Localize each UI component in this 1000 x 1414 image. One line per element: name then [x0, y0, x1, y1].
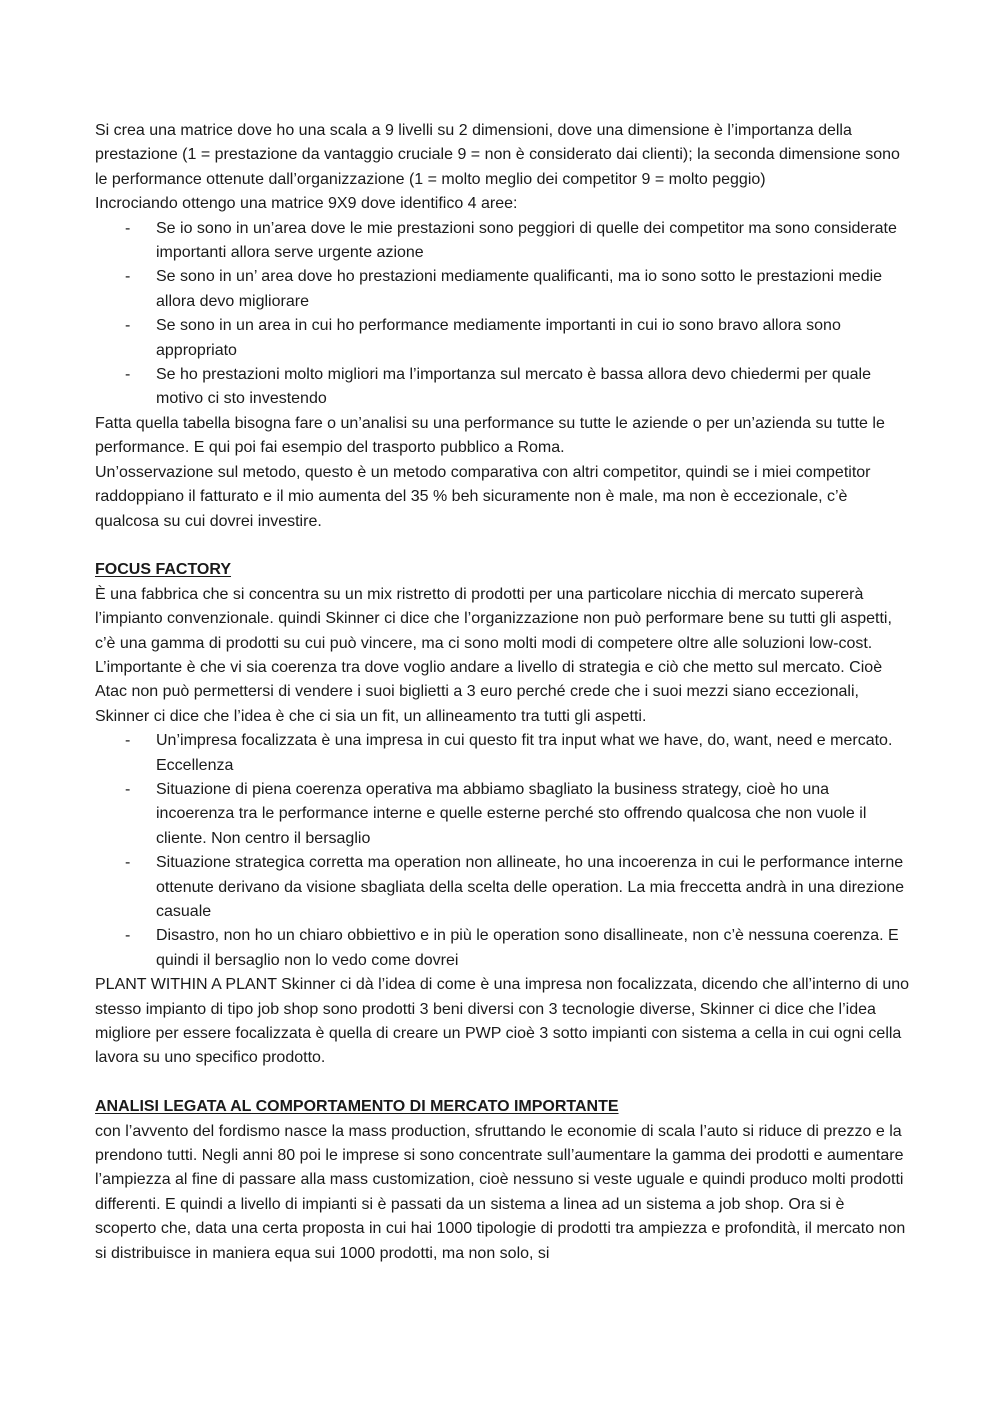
- list-item: - Se io sono in un’area dove le mie prestazioni sono peggiori di quelle dei competitor ma sono considerate importanti allora serve urgente azione: [156, 217, 910, 266]
- list-item: - Situazione strategica corretta ma operation non allineate, ho una incoerenza in cui le performance interne ottenute derivano da visione sbagliata della scelta delle operation. La mia freccetta andrà in una direzione casuale: [156, 851, 910, 924]
- spacer: [95, 534, 910, 558]
- paragraph-focus-factory-definition: È una fabbrica che si concentra su un mix ristretto di prodotti per una particolare nicchia di mercato supererà l’impianto convenzionale. quindi Skinner ci dice che l’organizzazione non può performare bene su tutti gli aspetti, c’è una gamma di prodotti su cui può vincere, ma ci sono molti modi di competere oltre alle soluzioni low-cost.: [95, 585, 892, 652]
- paragraph-strategy-coherence: L’importante è che vi sia coerenza tra dove voglio andare a livello di strategia e ciò che metto sul mercato. Cioè Atac non può permettersi di vendere i suoi biglietti a 3 euro perché crede che i suoi mezzi siano eccezionali,: [95, 658, 883, 701]
- list-item: - Se sono in un’ area dove ho prestazioni mediamente qualificanti, ma io sono sotto le prestazioni medie allora devo migliorare: [156, 265, 910, 314]
- paragraph-skinner-fit: Skinner ci dice che l’idea è che ci sia un fit, un allineamento tra tutti gli aspetti.: [95, 707, 647, 725]
- list-item: - Disastro, non ho un chiaro obbiettivo e in più le operation sono disallineate, non c’è nessuna coerenza. E quindi il bersaglio non lo vedo come dovrei: [156, 924, 910, 973]
- matrix-areas-list: [95, 217, 910, 412]
- list-item: - Se ho prestazioni molto migliori ma l’importanza sul mercato è bassa allora devo chiedermi per quale motivo ci sto investendo: [156, 363, 910, 412]
- document-page: [95, 119, 910, 1266]
- list-item: - Un’impresa focalizzata è una impresa in cui questo fit tra input what we have, do, want, need e mercato. Eccellenza: [156, 729, 910, 778]
- fit-situations-list: [95, 729, 910, 973]
- paragraph-table-analysis: Fatta quella tabella bisogna fare o un’analisi su una performance su tutte le aziende o per un’azienda su tutte le performance. E qui poi fai esempio del trasporto pubblico a Roma.: [95, 414, 885, 457]
- section-heading-market-analysis: ANALISI LEGATA AL COMPORTAMENTO DI MERCATO IMPORTANTE: [95, 1098, 619, 1116]
- paragraph-mass-production: con l’avvento del fordismo nasce la mass production, sfruttando le economie di scala l’auto si riduce di prezzo e la prendono tutti. Negli anni 80 poi le imprese si sono concentrate sull’aumentare la gamma dei prodotti e aumentare l’ampiezza al fine di passare alla mass customization, cioè nessuno si veste uguale e quindi produco molti prodotti differenti. E quindi a livello di impianti si è passati da un sistema a linea ad un sistema a job shop. Ora si è scoperto che, data una certa proposta in cui hai 1000 tipologie di prodotti tra ampiezza e profondità, il mercato non si distribuisce in maniera equa sui 1000 prodotti, ma non solo, si: [95, 1122, 906, 1262]
- list-item: - Se sono in un area in cui ho performance mediamente importanti in cui io sono bravo allora sono appropriato: [156, 314, 910, 363]
- paragraph-matrix-intro: Si crea una matrice dove ho una scala a 9 livelli su 2 dimensioni, dove una dimensione è l’importanza della prestazione (1 = prestazione da vantaggio cruciale 9 = non è considerato dai clienti); la seconda dimensione sono le performance ottenute dall’organizzazione (1 = molto meglio dei competitor 9 = molto peggio): [95, 122, 900, 188]
- paragraph-method-observation: Un’osservazione sul metodo, questo è un metodo comparativa con altri competitor, quindi se i miei competitor raddoppiano il fatturato e il mio aumenta del 35 % beh sicuramente non è male, ma non è eccezionale, c’è qualcosa su cui dovrei investire.: [95, 463, 871, 530]
- paragraph-matrix-areas: Incrociando ottengo una matrice 9X9 dove identifico 4 aree:: [95, 195, 518, 213]
- spacer: [95, 1071, 910, 1095]
- paragraph-plant-within-a-plant: PLANT WITHIN A PLANT Skinner ci dà l’idea di come è una impresa non focalizzata, dicendo che all’interno di uno stesso impianto di tipo job shop sono prodotti 3 beni diversi con 3 tecnologie diverse, Skinner ci dice che l’idea migliore per essere focalizzata è quella di creare un PWP cioè 3 sotto impianti con sistema a cella in cui ogni cella lavora su uno specifico prodotto.: [95, 976, 910, 1067]
- section-heading-focus-factory: FOCUS FACTORY: [95, 561, 232, 579]
- list-item: - Situazione di piena coerenza operativa ma abbiamo sbagliato la business strategy, cioè ho una incoerenza tra le performance interne e quelle esterne perché sto offrendo qualcosa che non vuole il cliente. Non centro il bersaglio: [156, 778, 910, 851]
